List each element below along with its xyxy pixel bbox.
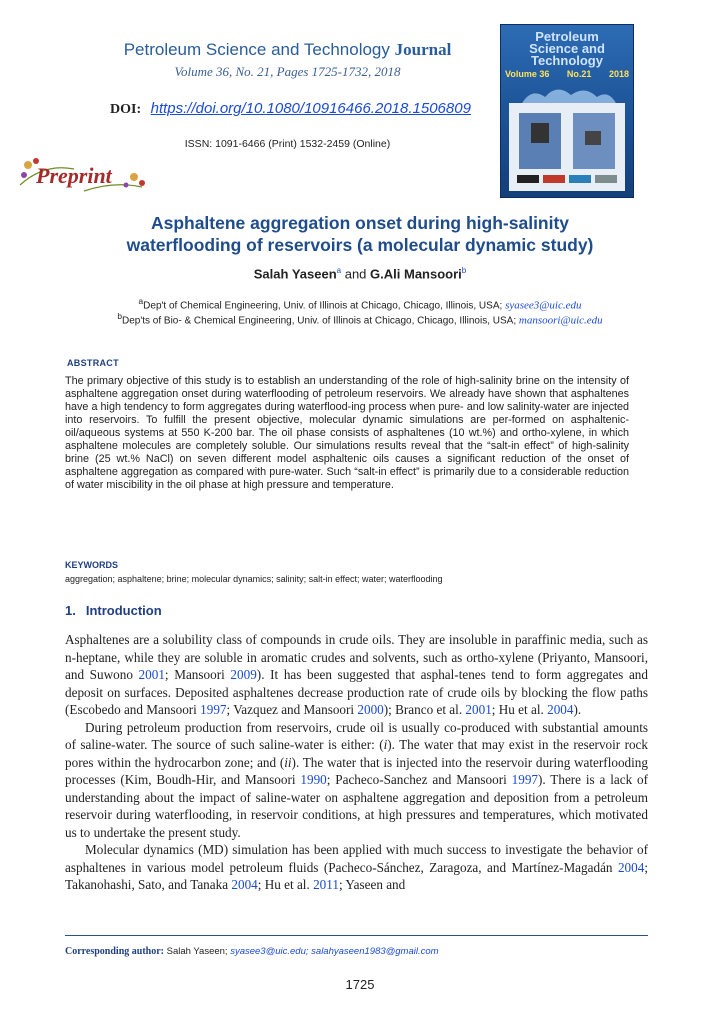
citation-link[interactable]: 1997 bbox=[200, 702, 227, 717]
affil-sup: a bbox=[138, 296, 144, 306]
doi-line bbox=[110, 100, 471, 118]
journal-cover-image bbox=[500, 24, 634, 198]
citation-link[interactable]: 2009 bbox=[230, 667, 257, 682]
section-heading-introduction bbox=[65, 603, 162, 618]
paper-title bbox=[0, 212, 720, 256]
cover-year: 2018 bbox=[608, 69, 629, 79]
section-title: Introduction bbox=[85, 603, 162, 618]
corr-label: Corresponding author: bbox=[65, 946, 164, 957]
author-conjunction: and bbox=[344, 266, 367, 282]
paragraph: Asphaltenes are a solubility class of compounds in crude oils. They are insoluble in paraffinic media, such as n-heptane, while they are soluble in aromatic crudes and solvents, such as ortho-xylene (Priyanto, Mansoori, and Suwono 2001; Mansoori 2009). It has been suggested that asphal-tenes tend to form aggregates and deposit on surfaces. Deposited asphaltenes decrease production rate of crude oils by blocking the flow paths (Escobedo and Mansoori 1997; Vazquez and Mansoori 2000); Branco et al. 2001; Hu et al. 2004). bbox=[65, 632, 648, 717]
citation-link[interactable]: 2011 bbox=[313, 877, 339, 892]
author-affil-sup: b bbox=[461, 266, 467, 275]
affiliation-a bbox=[0, 296, 720, 311]
keywords-heading: KEYWORDS bbox=[65, 560, 119, 570]
affil-text: Dep'ts of Bio- & Chemical Engineering, Univ. of Illinois at Chicago, Chicago, Illinois, USA; bbox=[121, 315, 517, 327]
author-affil-sup: a bbox=[336, 266, 342, 275]
cover-volume-line bbox=[505, 69, 629, 79]
cover-legend bbox=[517, 175, 617, 183]
doi-label: DOI: bbox=[110, 102, 142, 117]
cover-number: No.21 bbox=[566, 69, 592, 79]
author-line bbox=[0, 266, 720, 281]
preprint-label: Preprint bbox=[36, 163, 112, 188]
paper-title-line: waterflooding of reservoirs (a molecular dynamic study) bbox=[126, 235, 594, 255]
cover-volume: Volume 36 bbox=[505, 69, 550, 79]
paragraph: Molecular dynamics (MD) simulation has been applied with much success to investigate the behavior of asphaltenes in various model petroleum fluids (Pacheco-Sánchez, Zaragoza, and Martínez-Magadán 2004; Takanohashi, Sato, and Tanaka 2004; Hu et al. 2011; Yaseen and bbox=[65, 842, 648, 892]
citation-link[interactable]: 2001 bbox=[138, 667, 165, 682]
citation-link[interactable]: 2004 bbox=[617, 859, 645, 875]
paragraph: During petroleum production from reservoirs, crude oil is usually co-produced with substantial amounts of saline-water. The source of such saline-water is either: (i). The water that may exist in the reservoir rock pores within the hydrocarbon zone; and (ii). The water that is injected into the reservoir during waterflooding processes (Kim, Boudh-Hir, and Mansoori 1990; Pacheco-Sanchez and Mansoori 1997). There is a lack of understanding about the impact of saline-water on asphaltene aggregation and deposition from a petroleum reservoir during waterflooding, in reservoir conditions, at high pressures and temperatures, which motivated us to undertake the present study. bbox=[65, 719, 649, 840]
citation-link[interactable]: 2004 bbox=[547, 702, 574, 717]
affil-email-link[interactable]: syasee3@uic.edu bbox=[505, 299, 582, 312]
corr-name: Salah Yaseen; bbox=[166, 946, 228, 957]
citation-link[interactable]: 1990 bbox=[300, 772, 327, 787]
corr-email-link[interactable]: salahyaseen1983@gmail.com bbox=[311, 946, 439, 957]
journal-title bbox=[0, 40, 575, 60]
cover-figure-panel bbox=[509, 103, 625, 191]
journal-word: Journal bbox=[394, 40, 452, 59]
abstract-heading: ABSTRACT bbox=[67, 358, 119, 368]
corr-email-link[interactable]: syasee3@uic.edu; bbox=[230, 946, 309, 957]
abstract-text: The primary objective of this study is to establish an understanding of the role of high-salinity brine on the intensity of asphaltene aggregation onset during waterflooding of petroleum reservoirs. We already have shown that asphaltenes have a high tendency to form aggregates during waterflood-ing process when pure- and low salinity-water are injected into reservoirs. To fulfill the present objective, molecular dynamic simulations are per-formed on asphaltenic-oil/aqueous systems at 550 K-200 bar. The oil phase consists of asphaltenes (10 wt.%) and ortho-xylene, in which asphaltene molecules are completely soluble. Our simulations results reveal that the “salt-in effect” of high-salinity brine (25 wt.% NaCl) on seven different model asphaltenic oils causes a significant reduction of the onset of asphaltene aggregation as compared with pure-water. Such “salt-in effect” is primarily due to a considerable reduction of water miscibility in the oil phase at high pressure and temperature. bbox=[65, 375, 629, 491]
author-name: G.Ali Mansoori bbox=[370, 266, 462, 282]
cover-asphaltene-cluster bbox=[585, 131, 601, 145]
cover-title bbox=[501, 31, 633, 67]
cover-asphaltene-cluster bbox=[531, 123, 549, 143]
cover-title-line: Science and bbox=[529, 41, 605, 56]
page-number: 1725 bbox=[345, 977, 375, 992]
author-name: Salah Yaseen bbox=[253, 266, 337, 282]
doi-link[interactable]: https://doi.org/10.1080/10916466.2018.1506809 bbox=[150, 100, 471, 117]
affil-sup: b bbox=[117, 311, 122, 321]
volume-line: Volume 36, No. 21, Pages 1725-1732, 2018 bbox=[174, 64, 401, 79]
citation-link[interactable]: 2001 bbox=[465, 702, 492, 717]
footer-divider bbox=[65, 935, 648, 936]
journal-name: Petroleum Science and Technology bbox=[123, 40, 390, 59]
affil-text: Dep't of Chemical Engineering, Univ. of Illinois at Chicago, Chicago, Illinois, USA; bbox=[143, 300, 503, 312]
corresponding-author bbox=[65, 946, 439, 957]
cover-title-line: Technology bbox=[531, 53, 603, 68]
issn: ISSN: 1091-6466 (Print) 1532-2459 (Online) bbox=[184, 138, 391, 150]
cover-title-line: Petroleum bbox=[535, 29, 599, 44]
keywords-text: aggregation; asphaltene; brine; molecular dynamics; salinity; salt-in effect; water; waterflooding bbox=[65, 574, 443, 584]
section-number: 1. bbox=[65, 603, 76, 618]
citation-link[interactable]: 1997 bbox=[511, 772, 538, 787]
affil-email-link[interactable]: mansoori@uic.edu bbox=[518, 314, 603, 327]
introduction-body bbox=[65, 631, 648, 894]
paper-title-line: Asphaltene aggregation onset during high-salinity bbox=[150, 213, 570, 233]
affiliation-b bbox=[0, 311, 720, 326]
citation-link[interactable]: 2004 bbox=[231, 877, 258, 892]
citation-link[interactable]: 2000 bbox=[357, 702, 384, 717]
cover-flame-graphic bbox=[501, 83, 633, 105]
